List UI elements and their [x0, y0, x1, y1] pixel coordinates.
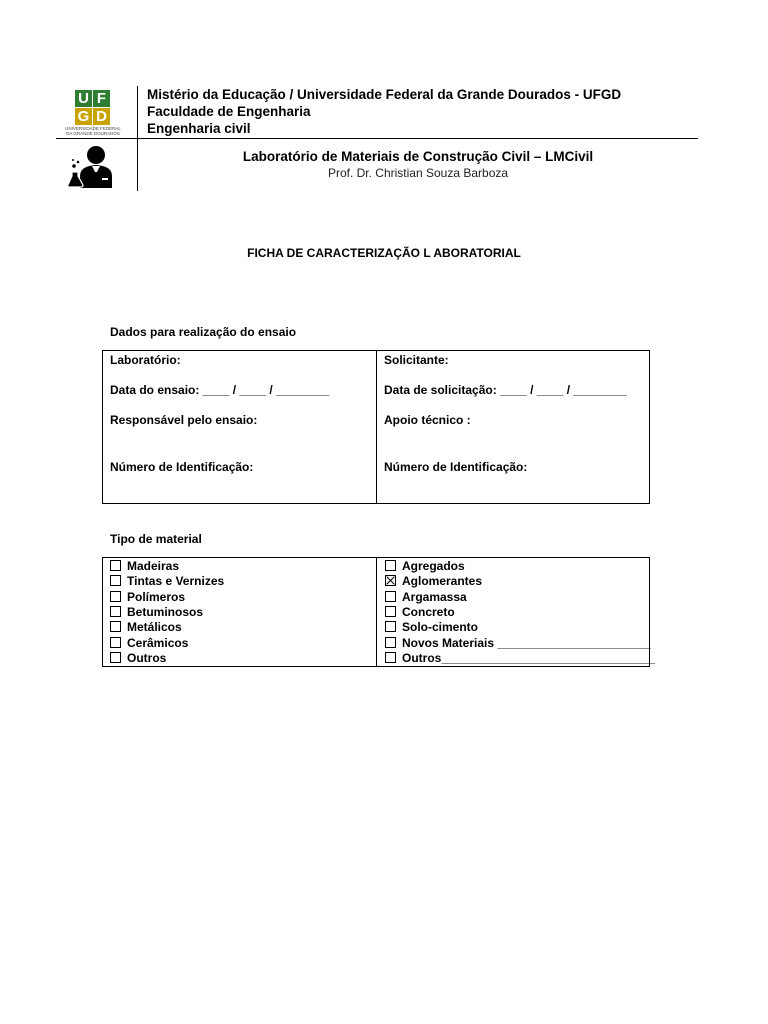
checked-checkbox[interactable] [385, 575, 396, 586]
logo-letter-f: F [93, 90, 110, 107]
faculty-line: Faculdade de Engenharia [147, 104, 311, 119]
material-option[interactable] [110, 574, 224, 589]
field-solicitante[interactable]: Solicitante: [384, 353, 449, 367]
material-option-label: Outros________________________________ [402, 650, 655, 665]
checkbox[interactable] [110, 621, 121, 632]
checkbox[interactable] [385, 591, 396, 602]
checkbox[interactable] [110, 575, 121, 586]
material-table-divider [376, 558, 377, 666]
checkbox[interactable] [385, 606, 396, 617]
material-option-label: Tintas e Vernizes [127, 574, 225, 589]
material-option[interactable] [385, 574, 482, 589]
logo-letter-u: U [75, 90, 92, 107]
field-laboratorio[interactable]: Laboratório: [110, 353, 181, 367]
ufgd-logo [56, 86, 130, 140]
checkbox[interactable] [385, 637, 396, 648]
material-option-label: Agregados [402, 559, 465, 573]
material-option[interactable] [110, 605, 203, 620]
checkbox[interactable] [385, 621, 396, 632]
section-title-material: Tipo de material [110, 532, 202, 546]
material-option[interactable] [385, 590, 467, 605]
field-responsavel[interactable]: Responsável pelo ensaio: [110, 413, 258, 427]
scientist-icon [68, 144, 120, 188]
header-horizontal-divider [56, 138, 698, 139]
material-option[interactable] [385, 559, 465, 574]
logo-letter-d: D [93, 108, 110, 125]
field-data-ensaio[interactable]: Data do ensaio: ____ / ____ / ________ [110, 383, 330, 397]
logo-letter-g: G [75, 108, 92, 125]
lab-professor: Prof. Dr. Christian Souza Barboza [327, 166, 509, 180]
material-option[interactable] [110, 559, 179, 574]
material-option-label: Aglomerantes [402, 574, 483, 589]
course-line: Engenharia civil [147, 121, 251, 136]
material-option[interactable] [385, 620, 478, 635]
ministry-line: Mistério da Educação / Universidade Federal da Grande Dourados - UFGD [147, 87, 622, 102]
checkbox[interactable] [110, 652, 121, 663]
checkbox[interactable] [385, 652, 396, 663]
material-option[interactable] [110, 636, 188, 651]
material-option[interactable] [110, 620, 182, 635]
dados-table [102, 350, 650, 504]
logo-caption: UNIVERSIDADE FEDERAL DA GRANDE DOURADOS [65, 126, 121, 136]
document-title: FICHA DE CARACTERIZAÇÃO L ABORATORIAL [247, 246, 521, 260]
lab-title: Laboratório de Materiais de Construção Civil – LMCivil [242, 149, 594, 164]
checkbox[interactable] [110, 591, 121, 602]
checkbox[interactable] [385, 560, 396, 571]
material-option[interactable] [110, 651, 166, 666]
material-option-label: Argamassa [402, 589, 467, 604]
material-option-label: Novos Materiais _______________________ [402, 635, 651, 650]
field-apoio-tecnico[interactable]: Apoio técnico : [384, 413, 471, 427]
material-option-label: Solo-cimento [402, 620, 479, 635]
field-numero-identificacao-left[interactable]: Número de Identificação: [110, 460, 254, 474]
material-option-label: Concreto [402, 604, 455, 619]
checkbox[interactable] [110, 637, 121, 648]
dados-table-divider [376, 351, 377, 503]
field-data-solicitacao[interactable]: Data de solicitação: ____ / ____ / ________ [384, 383, 627, 397]
material-option[interactable] [385, 636, 651, 651]
material-option[interactable] [385, 651, 655, 666]
material-option-label: Outros [127, 650, 167, 665]
section-title-dados: Dados para realização do ensaio [110, 325, 297, 339]
checkbox[interactable] [110, 606, 121, 617]
material-option-label: Polímeros [127, 589, 186, 604]
material-option-label: Cerâmicos [127, 635, 189, 650]
field-numero-identificacao-right[interactable]: Número de Identificação: [384, 460, 528, 474]
material-option-label: Madeiras [127, 559, 180, 573]
material-option-label: Metálicos [127, 620, 182, 635]
material-table [102, 557, 655, 667]
material-option-label: Betuminosos [127, 604, 204, 619]
checkbox[interactable] [110, 560, 121, 571]
material-option[interactable] [110, 590, 185, 605]
material-option[interactable] [385, 605, 455, 620]
